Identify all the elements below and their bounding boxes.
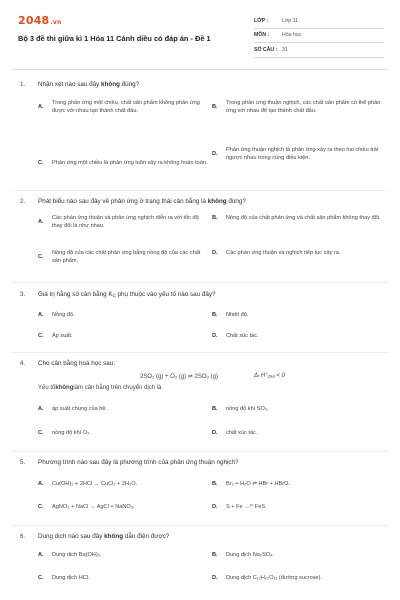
header-divider xyxy=(12,69,388,70)
question-number: 1. xyxy=(20,81,26,88)
option-c[interactable]: C. Áp suất. xyxy=(38,333,73,339)
question-divider xyxy=(12,190,388,191)
option-c[interactable]: C. nồng độ khí O₂. xyxy=(38,430,91,436)
document-title: Bộ 3 đề thi giữa kì 1 Hóa 11 Cánh diều có đáp án - Đề 1 xyxy=(18,34,211,43)
reaction-equation: 2SO₂ (g) + O₂ (g) ⇌ 2SO₃ (g) xyxy=(140,374,218,380)
question-text: Phát biểu nào sau đây về phản ứng ở trạng thái cân bằng là không đúng? xyxy=(38,198,246,205)
question-2 xyxy=(20,198,382,205)
question-3 xyxy=(20,291,382,298)
option-d[interactable]: D. chất xúc tác. xyxy=(212,430,258,436)
option-d[interactable]: D. Chất xúc tác. xyxy=(212,333,259,339)
question-subtext: Yếu tố không làm cân bằng trên chuyển dịch là xyxy=(38,385,162,391)
option-c[interactable]: C. Phản ứng một chiều là phản ứng luôn xảy ra không hoàn toàn. xyxy=(38,159,208,166)
page-header xyxy=(18,10,384,60)
option-d[interactable]: D. Phản ứng thuận nghịch là phản ứng xảy ra theo hai chiều trái ngược nhau trong cùng điều kiện. xyxy=(212,147,379,162)
option-a[interactable]: A. Các phản ứng thuận và phản ứng nghịch diễn ra với tốc độ thay đổi là như nhau. xyxy=(38,215,199,230)
option-d[interactable]: D. S + Fe →ᵗ° FeS. xyxy=(212,504,267,510)
question-text: Cho cân bằng hoá học sau: xyxy=(38,360,116,367)
option-c[interactable]: C. AgNO₃ + NaCl → AgCl + NaNO₃. xyxy=(38,504,135,510)
question-number: 4. xyxy=(20,360,26,367)
meta-row-count: SỐ CÂU : 31 xyxy=(254,43,384,58)
question-divider xyxy=(12,451,388,452)
option-b[interactable]: B. Dung dịch Na₂SO₄. xyxy=(212,552,274,558)
question-text: Nhận xét nào sau đây không đúng? xyxy=(38,81,140,88)
site-logo[interactable]: 2048.vn xyxy=(18,14,62,27)
option-d[interactable]: D. Dung dịch C₁₂H₂₂O₁₁ (đường sucrose). xyxy=(212,575,323,581)
option-a[interactable]: A. Dung dịch Ba(OH)₂. xyxy=(38,552,102,558)
question-divider xyxy=(12,352,388,353)
meta-row-class: LỚP : Lớp 11 xyxy=(254,14,384,29)
question-number: 2. xyxy=(20,198,26,205)
option-b[interactable]: B. nồng độ khí SO₃. xyxy=(212,406,269,412)
question-5 xyxy=(20,459,382,466)
question-divider xyxy=(12,525,388,526)
option-d[interactable]: D. Các phản ứng thuận và nghịch tiếp tục xảy ra. xyxy=(212,250,341,256)
question-6 xyxy=(20,533,382,540)
option-a[interactable]: A. áp suất chung của hệ. xyxy=(38,406,108,412)
option-b[interactable]: B. Nồng độ của chất phản ứng và chất sản phẩm không thay đổi. xyxy=(212,215,381,221)
option-b[interactable]: B. Trong phản ứng thuận nghịch, các chất sản phẩm có thể phản ứng với nhau để tạo thành chất đầu. xyxy=(212,100,381,115)
option-a[interactable]: A. Cu(OH)₂ + 2HCl → CuCl₂ + 2H₂O. xyxy=(38,481,138,487)
question-text: Dung dịch nào sau đây không dẫn điện được? xyxy=(38,533,170,540)
question-number: 5. xyxy=(20,459,26,466)
question-text: Phương trình nào sau đây là phương trình của phản ứng thuận nghịch? xyxy=(38,459,239,466)
question-1 xyxy=(20,81,382,88)
question-4 xyxy=(20,360,382,367)
question-divider xyxy=(12,282,388,283)
option-a[interactable]: A. Nồng độ. xyxy=(38,312,75,318)
option-b[interactable]: B. Br₂ + H₂O ⇌ HBr + HBrO. xyxy=(212,481,291,487)
question-number: 6. xyxy=(20,533,26,540)
option-a[interactable]: A. Trong phản ứng một chiều, chất sản phẩm không phản ứng được với nhau tạo thành chất đầu. xyxy=(38,100,200,115)
question-text: Giá trị hằng số cân bằng $K_C$ phụ thuộc vào yếu tố nào sau đây? xyxy=(38,291,216,298)
option-c[interactable]: C. Nồng độ của các chất phản ứng bằng nồng độ của các chất sản phẩm. xyxy=(38,250,201,265)
exam-meta xyxy=(254,14,384,58)
meta-row-subject: MÔN : Hóa học xyxy=(254,29,384,44)
option-c[interactable]: C. Dung dịch HCl. xyxy=(38,575,90,581)
question-number: 3. xyxy=(20,291,26,298)
option-b[interactable]: B. Nhiệt độ. xyxy=(212,312,249,318)
reaction-enthalpy: Δᵣ H°₂₉₈ < 0 xyxy=(254,373,285,379)
